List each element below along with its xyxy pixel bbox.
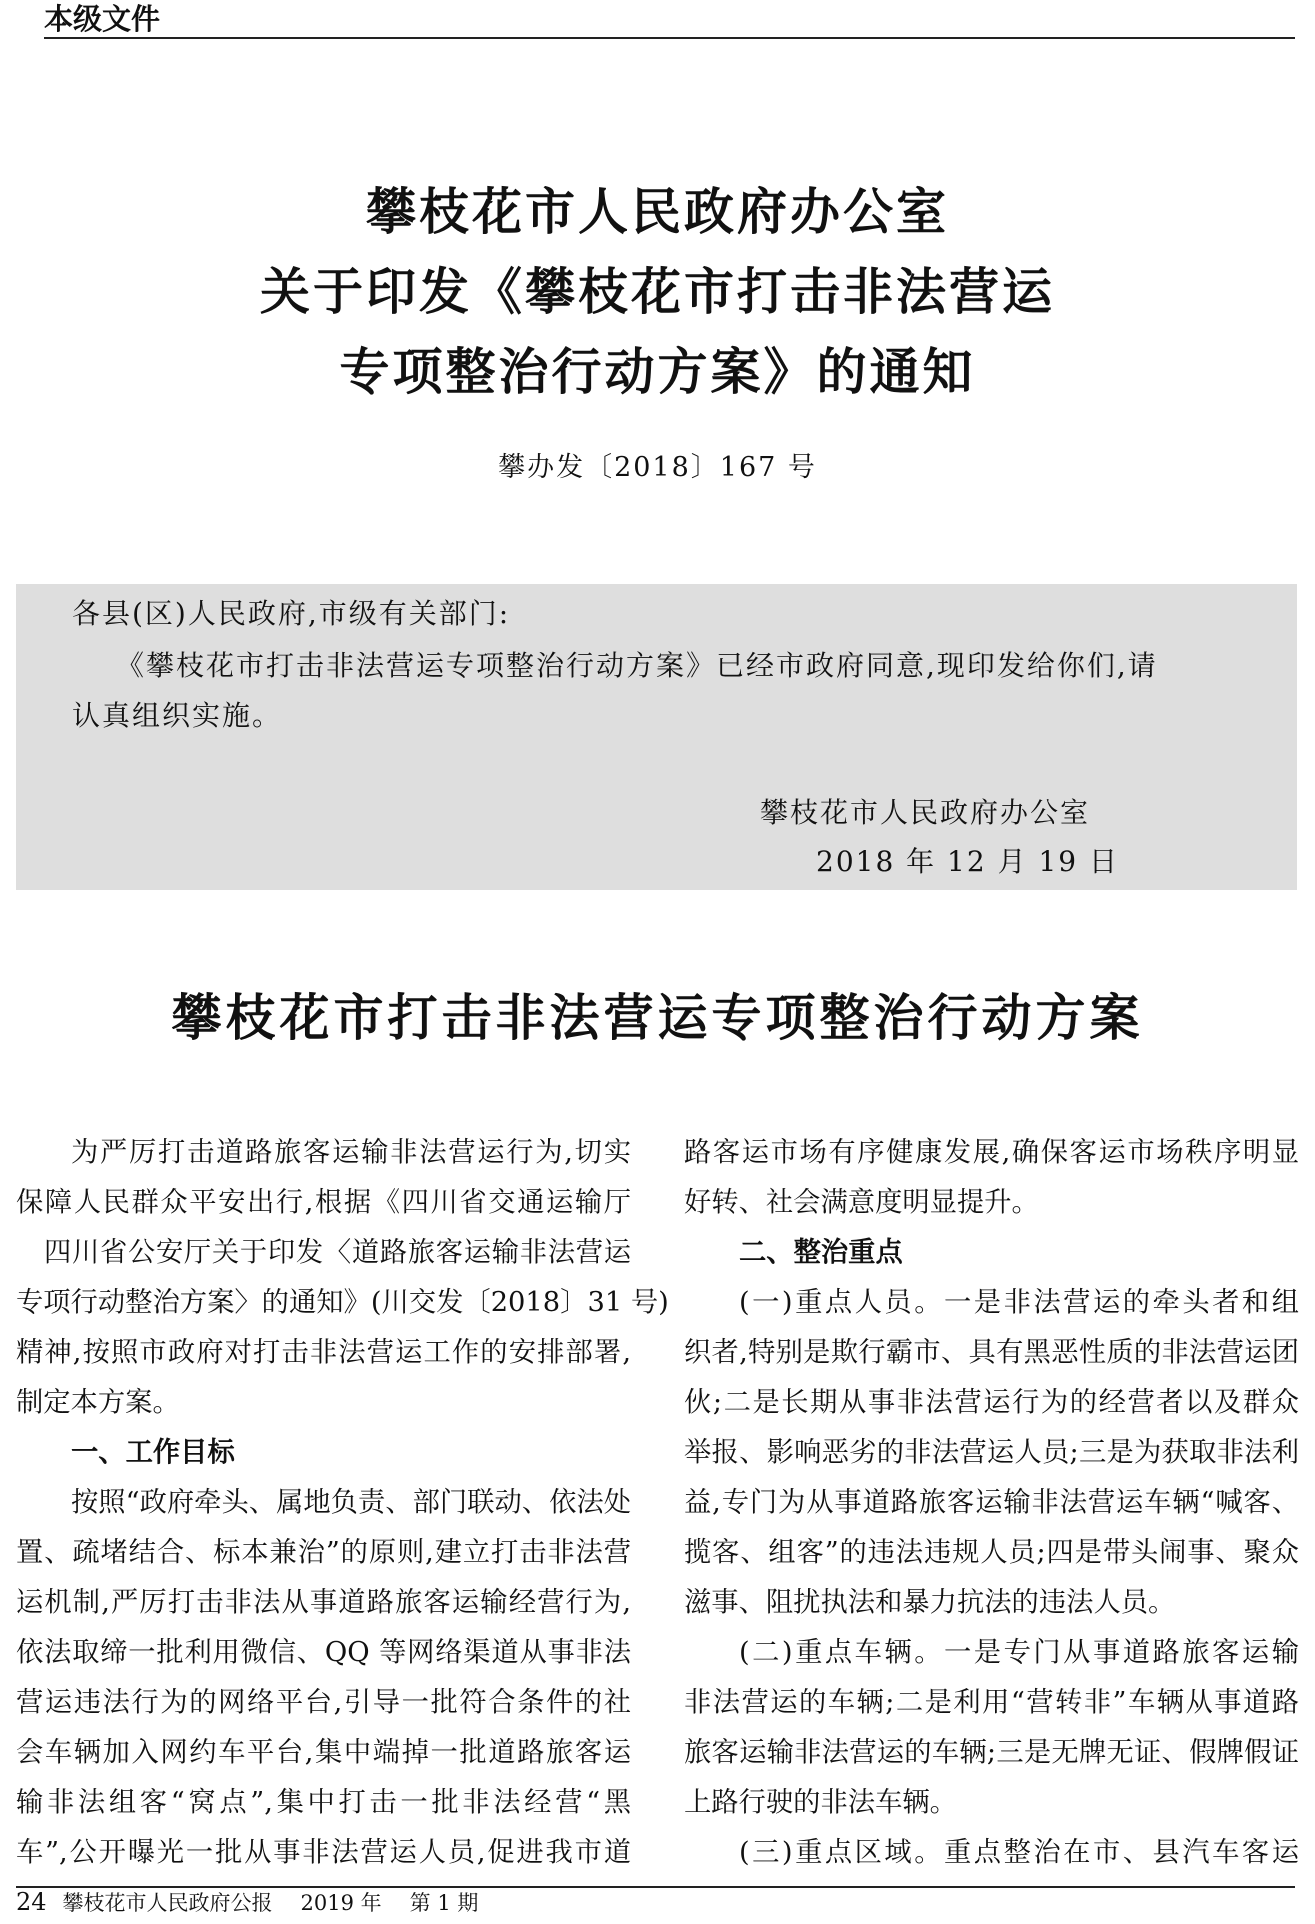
notice-title-line-3: 专项整治行动方案》的通知 — [339, 343, 976, 401]
body-line: (二)重点车辆。一是专门从事道路旅客运输 — [739, 1637, 1299, 1668]
body-line: 运机制,严厉打击非法从事道路旅客运输经营行为, — [16, 1587, 631, 1618]
publication-issue: 第 1 期 — [409, 1891, 479, 1915]
body-line: 车”,公开曝光一批从事非法营运人员,促进我市道 — [16, 1837, 631, 1868]
body-line: 上路行驶的非法车辆。 — [684, 1787, 957, 1818]
plan-title: 攀枝花市打击非法营运专项整治行动方案 — [171, 989, 1144, 1047]
body-line: 非法营运的车辆;二是利用“营转非”车辆从事道路 — [684, 1687, 1299, 1718]
body-line: 滋事、阻扰执法和暴力抗法的违法人员。 — [684, 1587, 1176, 1618]
notice-title-line-1: 攀枝花市人民政府办公室 — [366, 183, 949, 241]
page-footer — [16, 1884, 478, 1921]
notice-body-line-1: 《攀枝花市打击非法营运专项整治行动方案》已经市政府同意,现印发给你们,请 — [116, 649, 1158, 682]
body-line: 揽客、组客”的违法违规人员;四是带头闹事、聚众 — [684, 1537, 1299, 1568]
body-line: 举报、影响恶劣的非法营运人员;三是为获取非法利 — [684, 1437, 1299, 1468]
body-line: 营运违法行为的网络平台,引导一批符合条件的社 — [16, 1687, 631, 1718]
notice-title-line-2: 关于印发《攀枝花市打击非法营运 — [260, 263, 1055, 321]
left-column — [16, 1128, 669, 1878]
notice-signature: 攀枝花市人民政府办公室 — [760, 796, 1091, 829]
body-line: 输非法组客“窝点”,集中打击一批非法经营“黑 — [16, 1787, 631, 1818]
document-number: 攀办发〔2018〕167 号 — [498, 452, 817, 483]
body-line: 制定本方案。 — [16, 1387, 180, 1418]
body-line: 依法取缔一批利用微信、QQ 等网络渠道从事非法 — [16, 1637, 631, 1668]
section-label: 本级文件 — [44, 2, 161, 36]
notice-title — [0, 172, 1315, 412]
body-line: 益,专门为从事道路旅客运输非法营运车辆“喊客、 — [684, 1487, 1299, 1518]
body-line: (一)重点人员。一是非法营运的牵头者和组 — [739, 1287, 1299, 1318]
body-line: 会车辆加入网约车平台,集中端掉一批道路旅客运 — [16, 1737, 631, 1768]
body-line: 织者,特别是欺行霸市、具有黑恶性质的非法营运团 — [684, 1337, 1299, 1368]
body-line: 伙;二是长期从事非法营运行为的经营者以及群众 — [684, 1387, 1299, 1418]
right-column — [684, 1128, 1299, 1878]
notice-body-line-2: 认真组织实施。 — [72, 699, 283, 732]
body-line: 保障人民群众平安出行,根据《四川省交通运输厅 — [16, 1187, 631, 1218]
notice-box — [16, 584, 1297, 890]
body-line: 精神,按照市政府对打击非法营运工作的安排部署, — [16, 1337, 631, 1368]
body-line: 专项行动整治方案〉的通知》(川交发〔2018〕31 号) — [16, 1287, 669, 1318]
section-heading: 一、工作目标 — [71, 1437, 235, 1468]
publication-year: 2019 年 — [300, 1891, 382, 1915]
body-line: 为严厉打击道路旅客运输非法营运行为,切实 — [71, 1137, 631, 1168]
publication-name: 攀枝花市人民政府公报 — [62, 1891, 273, 1915]
body-line: 好转、社会满意度明显提升。 — [684, 1187, 1039, 1218]
header-divider — [44, 37, 1295, 39]
page-number: 24 — [16, 1888, 47, 1916]
body-line: 按照“政府牵头、属地负责、部门联动、依法处 — [71, 1487, 631, 1518]
body-line: 旅客运输非法营运的车辆;三是无牌无证、假牌假证 — [684, 1737, 1299, 1768]
notice-date: 2018 年 12 月 19 日 — [816, 845, 1120, 878]
body-line: 置、疏堵结合、标本兼治”的原则,建立打击非法营 — [16, 1537, 631, 1568]
body-line: 四川省公安厅关于印发〈道路旅客运输非法营运 — [44, 1237, 631, 1268]
body-line: (三)重点区域。重点整治在市、县汽车客运 — [739, 1837, 1299, 1868]
body-line: 路客运市场有序健康发展,确保客运市场秩序明显 — [684, 1137, 1299, 1168]
notice-salutation: 各县(区)人民政府,市级有关部门: — [72, 597, 511, 630]
section-heading: 二、整治重点 — [739, 1237, 903, 1268]
